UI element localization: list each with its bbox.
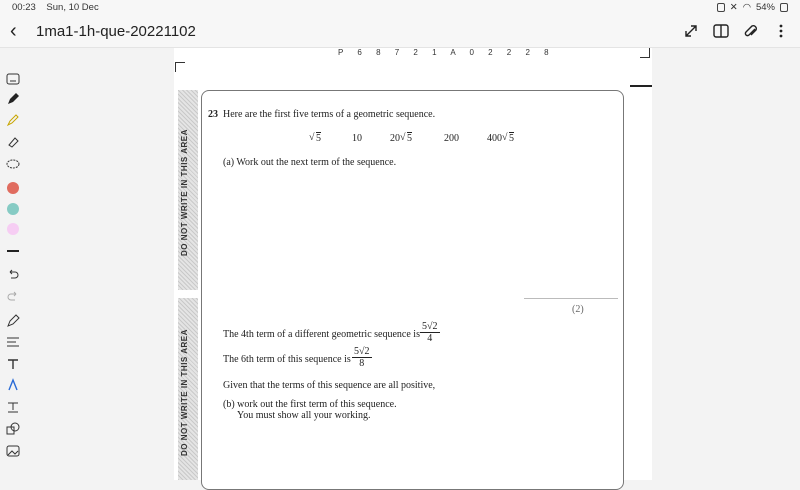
lasso-icon[interactable]: [4, 155, 22, 173]
redo-icon[interactable]: [4, 288, 22, 306]
part-b-prompt: (b) work out the first term of this sequence.: [223, 399, 397, 410]
mute-icon: ✕: [729, 2, 738, 13]
term-3: 20√ 5: [390, 133, 412, 144]
sixth-term-text: The 6th term of this sequence is: [223, 354, 351, 365]
page-corner-mark-right: [640, 48, 650, 58]
part-a-prompt: (a) Work out the next term of the sequence.: [223, 157, 397, 168]
eraser-icon[interactable]: [4, 133, 22, 151]
pen-settings-icon[interactable]: [4, 312, 22, 330]
answer-line-a: [524, 298, 618, 299]
battery-icon: [780, 3, 788, 12]
highlighter-icon[interactable]: [4, 111, 22, 129]
keyboard-icon[interactable]: [4, 70, 22, 88]
more-options-icon[interactable]: [772, 22, 790, 40]
status-date: Sun, 10 Dec: [46, 2, 99, 13]
fourth-term-text: The 4th term of a different geometric sequence is: [223, 329, 420, 340]
color-red[interactable]: [4, 179, 22, 197]
term-1: √ 5: [309, 133, 321, 144]
status-bar: [0, 0, 800, 16]
back-button[interactable]: ‹: [10, 20, 17, 42]
text-box-icon[interactable]: [4, 398, 22, 416]
battery-level: 54%: [755, 2, 775, 13]
page-edge-line: [630, 85, 652, 87]
term-5: 400√ 5: [487, 133, 514, 144]
term-4: 200: [444, 133, 459, 144]
status-time: 00:23: [12, 2, 36, 13]
marks-a: (2): [572, 304, 584, 315]
page-barcode-text: P 6 8 7 2 1 A 0 2 2 2 8: [338, 48, 555, 57]
stroke-width-icon[interactable]: [4, 242, 22, 260]
margin-warning-top: DO NOT WRITE IN THIS AREA: [180, 129, 189, 257]
attach-icon[interactable]: [742, 22, 760, 40]
part-b-instruction: You must show all your working.: [237, 410, 371, 421]
wifi-icon: ◠: [742, 2, 751, 13]
question-box: [201, 90, 624, 490]
pen-icon[interactable]: [4, 90, 22, 108]
shapes-icon[interactable]: [4, 420, 22, 438]
right-margin: [652, 48, 800, 480]
page-corner-mark: [175, 62, 185, 72]
document-title: 1ma1-1h-que-20221102: [36, 23, 196, 40]
expand-icon[interactable]: [682, 22, 700, 40]
shape-recognition-icon[interactable]: [4, 376, 22, 394]
undo-icon[interactable]: [4, 266, 22, 284]
sixth-term-fraction: $\frac{5√2}{8}$: [354, 346, 370, 369]
term-2: 10: [352, 133, 362, 144]
lock-icon: [717, 3, 725, 12]
margin-warning-bottom: DO NOT WRITE IN THIS AREA: [180, 329, 189, 457]
pen-toolbar: [0, 48, 26, 480]
text-tool-icon[interactable]: [4, 355, 22, 373]
app-bar: [0, 16, 800, 48]
image-icon[interactable]: [4, 442, 22, 460]
fourth-term-fraction: $\frac{5√2}{4}$: [422, 321, 438, 344]
question-number: 23: [208, 109, 218, 120]
question-intro: Here are the first five terms of a geometric sequence.: [223, 109, 436, 120]
book-view-icon[interactable]: [712, 22, 730, 40]
given-condition: Given that the terms of this sequence are all positive,: [223, 380, 436, 391]
color-pink[interactable]: [4, 220, 22, 238]
text-align-icon[interactable]: [4, 333, 22, 351]
color-teal[interactable]: [4, 200, 22, 218]
